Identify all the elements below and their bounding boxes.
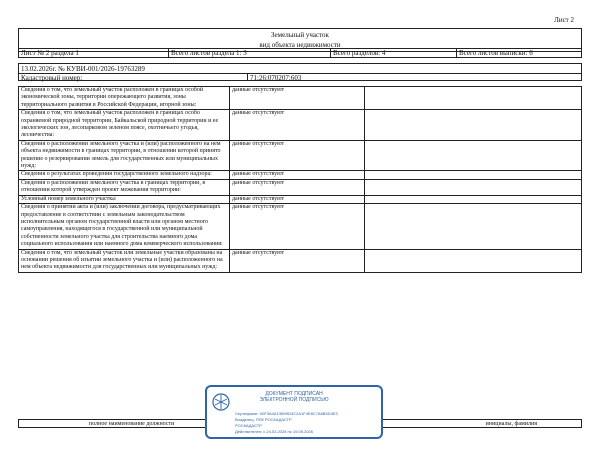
stamp-validity: Действителен: с 24.02.2025 по 19.05.2026 <box>235 429 313 434</box>
row-question: Сведения о принятии акта и (или) заключении договора, предусматривающих предоставление в соответствии с земельным законодательством исполнительным органом государственной власти или органом местного самоуправления, находящегося в государственной или муниципальной собственности земельного участка для строительства наемного дома социального использования или наемного дома коммерческого использования: <box>19 204 230 249</box>
table-row <box>19 204 582 249</box>
row-empty <box>365 171 582 179</box>
stamp-owner: Владелец: ППК РОСКАДАСТР <box>235 417 292 422</box>
cadastral-label: Кадастровый номер: <box>21 74 83 82</box>
row-value: данные отсутствуют <box>230 110 365 141</box>
name-label: инициалы, фамилия <box>485 421 537 427</box>
row-empty <box>365 87 582 110</box>
row-question: Сведения о том, что земельный участок расположен в границах особой экономической зоны, территории опережающего развития, зоны территориального развития в Российской Федерации, игорной зоны: <box>19 87 230 110</box>
table-row <box>19 171 582 179</box>
row-question: Сведения о том, что земельный участок расположен в границах особо охраняемой природной территории, Байкальской природной территории и ее экологических зон, лесопарковом зеленом поясе, охотничьего угодья, лесничества: <box>19 110 230 141</box>
row-value: данные отсутствуют <box>230 195 365 203</box>
stamp-organization: РОСКАДАСТР <box>235 423 262 428</box>
row-empty <box>365 195 582 203</box>
sheet-number: Лист 2 <box>554 16 574 24</box>
table-row <box>19 179 582 195</box>
sections-total: Всего разделов: 4 <box>331 49 457 57</box>
row-question: Сведения о результатах проведения государственного земельного надзора: <box>19 171 230 179</box>
row-value: данные отсутствуют <box>230 87 365 110</box>
section-sheet: Лист № 2 раздела 1 <box>19 49 169 57</box>
table-row <box>19 195 582 203</box>
extract-meta <box>18 63 582 81</box>
row-empty <box>365 249 582 272</box>
object-kind: вид объекта недвижимости <box>259 41 341 49</box>
info-table <box>18 86 582 273</box>
row-question: Сведения о том, что земельный участок или земельные участки образованы на основании решения об изъятии земельного участка и (или) расположенного на нем объекта недвижимости для государственных или муниципальных нужд: <box>19 249 230 272</box>
row-empty <box>365 140 582 171</box>
row-empty <box>365 204 582 249</box>
row-value: данные отсутствуют <box>230 249 365 272</box>
table-row <box>19 87 582 110</box>
table-row <box>19 140 582 171</box>
row-value: данные отсутствуют <box>230 171 365 179</box>
section-total: Всего листов раздела 1: 3 <box>169 49 331 57</box>
cadastral-value: 71:26:070207:603 <box>250 74 302 82</box>
row-value: данные отсутствуют <box>230 204 365 249</box>
row-question: Условный номер земельного участка: <box>19 195 230 203</box>
row-empty <box>365 110 582 141</box>
row-value: данные отсутствуют <box>230 140 365 171</box>
stamp-title: ДОКУМЕНТ ПОДПИСАН <box>265 391 323 397</box>
table-row <box>19 110 582 141</box>
position-label: полное наименование должности <box>89 421 175 427</box>
row-question: Сведения о расположении земельного участка в границах территории, в отношении которой утвержден проект межевания территории: <box>19 179 230 195</box>
row-question: Сведения о расположении земельного участка и (или) расположенного на нем объекта недвижимости в границах территории, в отношении которой принято решение о резервировании земель для государственных или муниципальных нужд: <box>19 140 230 171</box>
object-title: Земельный участок <box>271 31 329 39</box>
row-value: данные отсутствуют <box>230 179 365 195</box>
sheet-counter-row <box>18 48 582 58</box>
stamp-certificate: Сертификат: 00F3A4A13B09D3C2A1F4E8C7A6B5D4E3 <box>235 411 338 416</box>
extract-date-number: 13.02.2026г. № КУВИ-001/2026-19763289 <box>21 65 145 73</box>
stamp-subtitle: ЭЛЕКТРОННОЙ ПОДПИСЬЮ <box>259 397 329 403</box>
table-row <box>19 249 582 272</box>
sheets-total: Всего листов выписки: 6 <box>459 49 533 57</box>
row-empty <box>365 179 582 195</box>
electronic-signature-stamp <box>205 385 383 439</box>
meta-column-divider <box>247 73 248 80</box>
